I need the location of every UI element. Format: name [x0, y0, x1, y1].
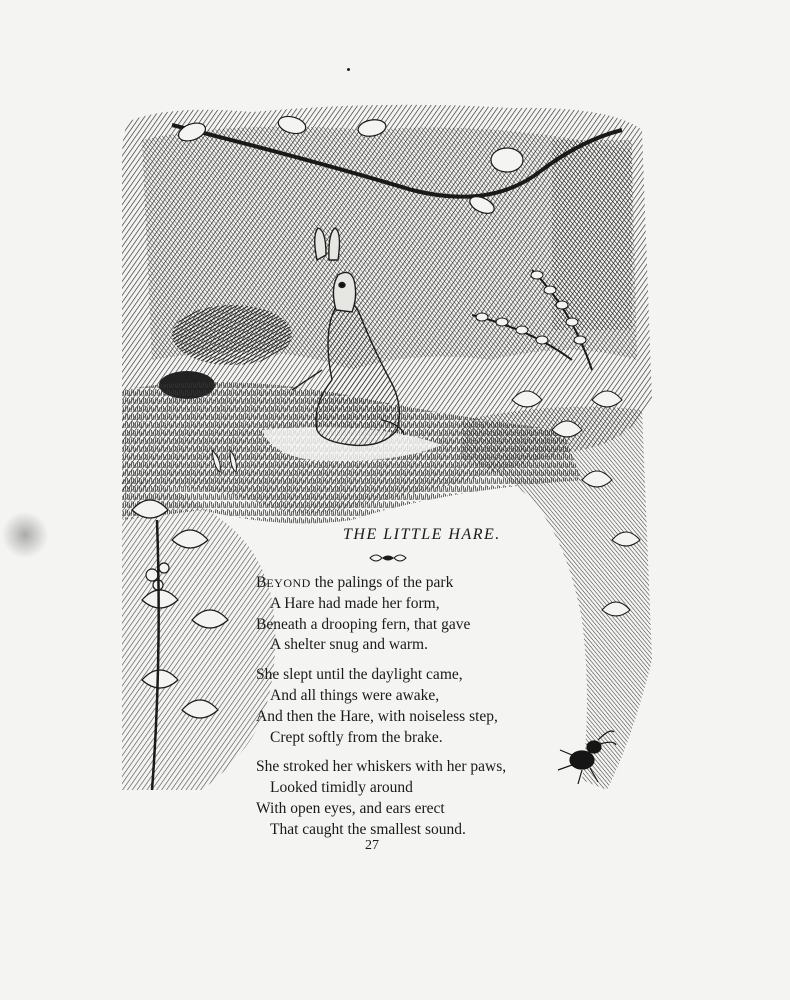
- ornament-icon: [368, 551, 408, 565]
- poem-line-3: Beneath a drooping fern, that gave: [256, 615, 471, 633]
- left-foliage-frame: [122, 480, 275, 790]
- printer-dot: [347, 68, 350, 71]
- stanza-1: [256, 573, 556, 656]
- poem-line-4: A shelter snug and warm.: [270, 636, 428, 654]
- poem-line-12: That caught the smallest sound.: [270, 820, 466, 838]
- page-smudge: [2, 512, 48, 558]
- poem-line-5: She slept until the daylight came,: [256, 666, 463, 684]
- poem-line-1-rest: the palings of the park: [310, 574, 454, 591]
- stanza-3: [256, 757, 556, 840]
- poem-line-9: She stroked her whiskers with her paws,: [256, 758, 507, 776]
- stanza-2: [256, 665, 556, 748]
- poem-line-7: And then the Hare, with noiseless step,: [256, 707, 498, 725]
- poem-line-6: And all things were awake,: [270, 686, 440, 704]
- poem-title: THE LITTLE HARE.: [343, 526, 501, 543]
- small-caps-word: EYOND: [266, 576, 311, 590]
- poem-line-1: [256, 573, 556, 594]
- poem-body: [256, 573, 556, 850]
- poem-line-2: A Hare had made her form,: [270, 594, 440, 612]
- poem-line-8: Crept softly from the brake.: [270, 728, 443, 746]
- page-number: 27: [365, 838, 379, 853]
- poem-line-10: Looked timidly around: [270, 779, 413, 797]
- poem-line-11: With open eyes, and ears erect: [256, 799, 445, 817]
- drop-initial: B: [256, 574, 267, 591]
